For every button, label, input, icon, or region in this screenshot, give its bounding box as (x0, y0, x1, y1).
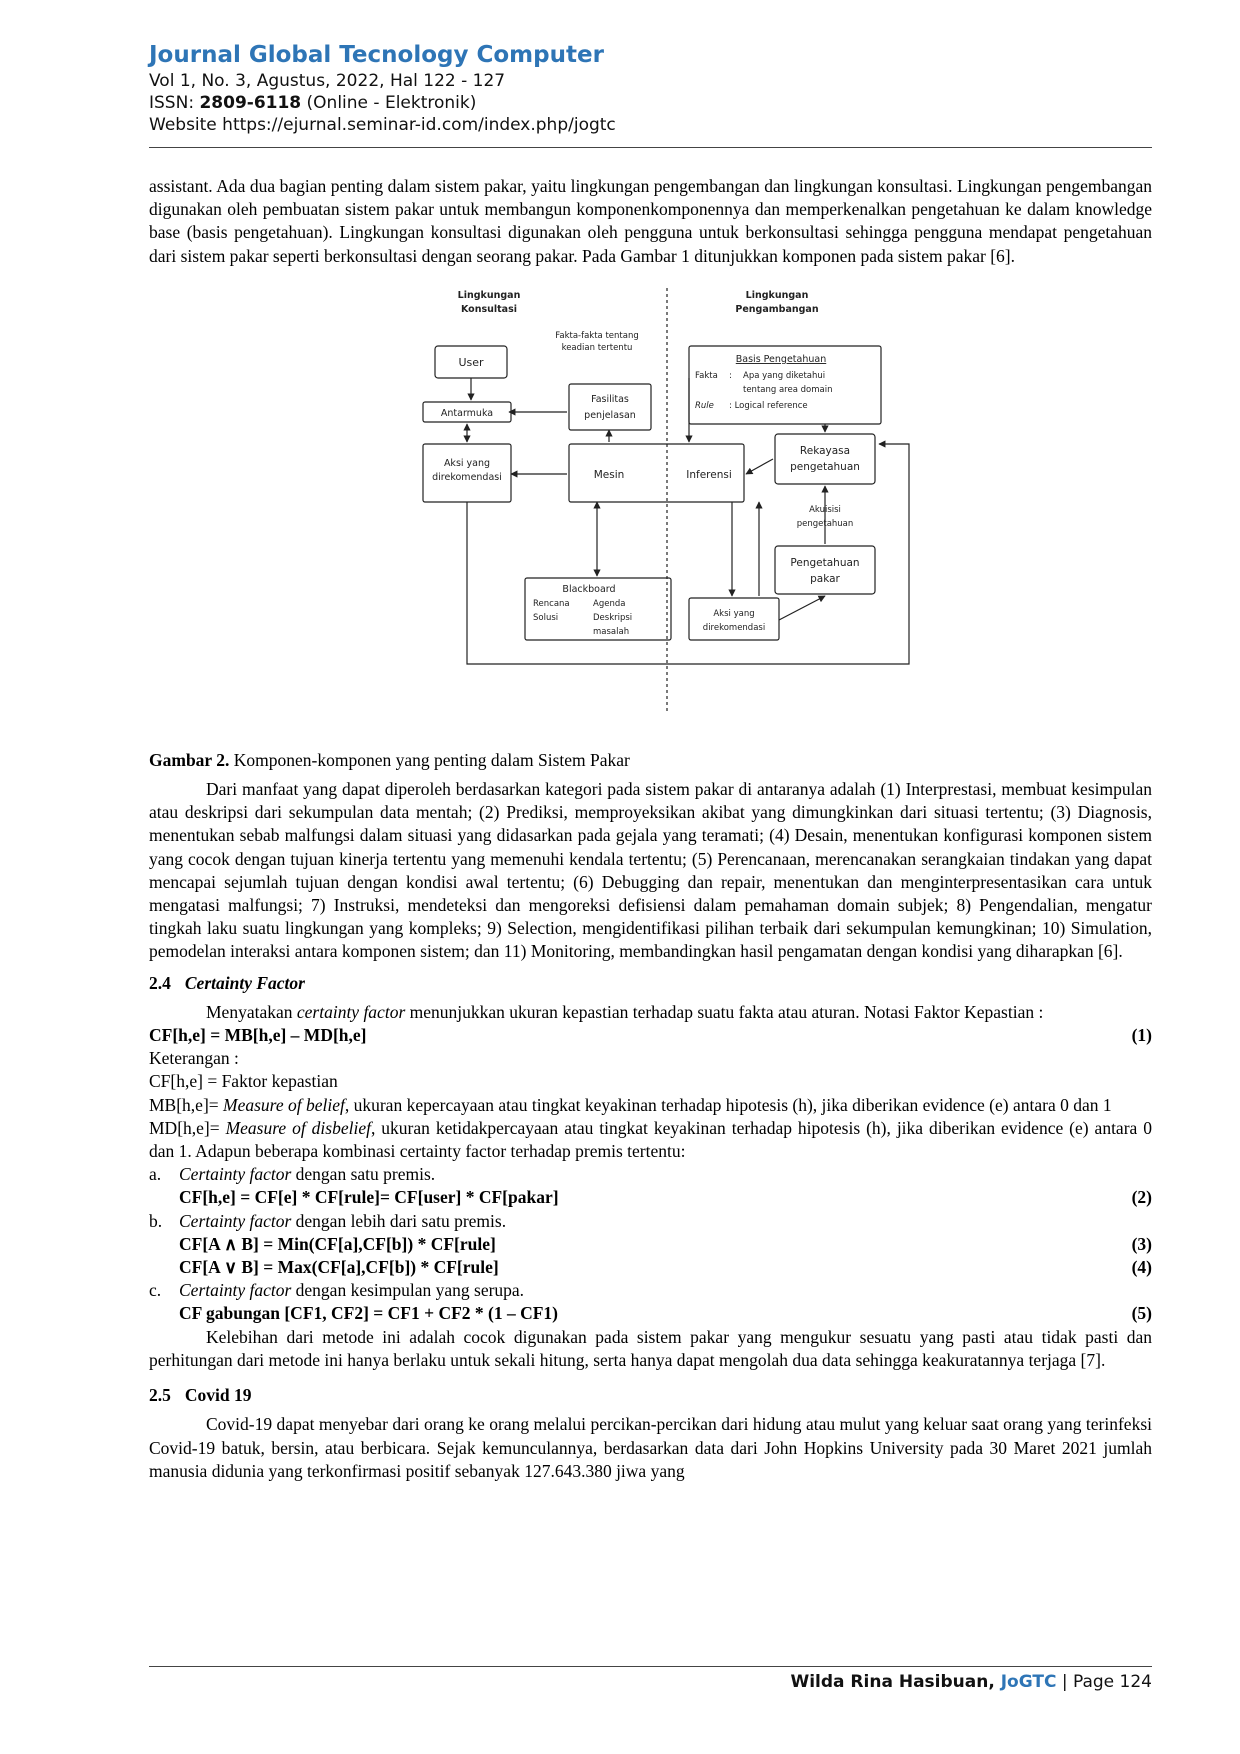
cf-definition: CF[h,e] = Faktor kepastian (149, 1071, 338, 1092)
label-pengetahuan: Pengetahuan (790, 556, 860, 569)
aksi2-box (689, 598, 779, 640)
journal-issn: ISSN: 2809-6118 (Online - Elektronik) (149, 93, 477, 113)
label-rule-t: : Logical reference (729, 400, 808, 411)
label-penjelasan: penjelasan (584, 409, 636, 421)
rekayasa-box (775, 434, 875, 484)
label-aksi2b: direkomendasi (702, 622, 766, 633)
page-footer: Wilda Rina Hasibuan, JoGTC | Page 124 (790, 1672, 1152, 1692)
label-aksi1b: direkomendasi (432, 471, 502, 483)
paragraph-manfaat: Dari manfaat yang dapat diperoleh berdasarkan kategori pada sistem pakar di antaranya adalah (1) Interprestasi, membuat kesimpulan atau deskripsi dari sekumpulan data mentah; (2) Prediksi, memproyeksikan akibat yang dimungkinkan dari situasi tertentu; (3) Diagnosis, menentukan sebab malfungsi dalam situasi yang didasarkan pada gejala yang teramati; (4) Desain, menentukan konfigurasi komponen sistem yang cocok dengan tujuan kinerja tertentu yang memenuhi kendala tertentu; (5) Perencanaan, merencanakan serangkaian tindakan yang dapat mencapai sejumlah tujuan dengan kondisi awal tertentu; (6) Debugging dan repair, menentukan dan menginterpresentasikan cara untuk mengatasi malfungsi; 7) Instruksi, mendeteksi dan mengoreksi defisiensi dalam pemahaman domain subjek; 8) Pengendalian, mengatur tingkah laku suatu lingkungan yang kompleks; 9) Selection, mengidentifikasi pilihan terbaik dari sekumpulan kemungkinan; 10) Simulation, pemodelan interaksi antara komponen sistem; dan 11) Monitoring, membandingkan hasil pengamatan dengan kondisi yang diharapkan [6]. (149, 779, 1152, 962)
equation-1: CF[h,e] = MB[h,e] – MD[h,e] (1) (149, 1025, 1152, 1046)
label-fakta-t2: tentang area domain (743, 384, 833, 395)
label-rekayasa: Rekayasa (799, 444, 851, 457)
label-konsultasi: Konsultasi (460, 303, 518, 315)
paragraph-kelebihan: Kelebihan dari metode ini adalah cocok digunakan pada sistem pakar yang mengukur sesuatu yang pasti atau tidak pasti dan perhitungan dari metode ini hanya berlaku untuk sekali hitung, serta hanya dapat mengolah dua data sehingga keakuratannya terjaga [7]. (149, 1326, 1152, 1370)
label-pengambangan: Pengambangan (735, 303, 819, 315)
label-rekayasa-2: pengetahuan (790, 460, 860, 473)
label-user: User (458, 355, 484, 369)
fasilitas-box (569, 384, 651, 430)
journal-header (149, 40, 616, 136)
equation-5: CF gabungan [CF1, CF2] = CF1 + CF2 * (1 – CF1) (5) (179, 1303, 1152, 1324)
paragraph-covid: Covid-19 dapat menyebar dari orang ke orang melalui percikan-percikan dari hidung atau mulut yang keluar saat orang yang terinfeksi Covid-19 batuk, bersin, atau berbicara. Sejak kemunculannya, berdasarkan data dari John Hopkins University pada 30 Maret 2021 jumlah manusia didunia yang terkonfirmasi positif sebanyak 127.643.380 jiwa yang (149, 1414, 1152, 1481)
label-lingkungan: Lingkungan (457, 289, 521, 301)
list-item: b. Certainty factor dengan lebih dari satu premis. (149, 1210, 507, 1231)
label-solusi: Solusi (533, 612, 559, 623)
list-item: a. Certainty factor dengan satu premis. (149, 1164, 436, 1185)
label-antarmuka: Antarmuka (440, 407, 494, 419)
label-rule: Rule (695, 400, 714, 411)
label-basis: Basis Pengetahuan (735, 353, 827, 365)
pakar-box (775, 546, 875, 594)
label-akuisisi: Akuisisi (809, 504, 841, 515)
journal-website: Website https://ejurnal.seminar-id.com/index.php/jogtc (149, 115, 616, 135)
figure-caption: Gambar 2. Komponen-komponen yang penting dalam Sistem Pakar (149, 749, 630, 770)
figure-expert-system-components (149, 284, 1152, 749)
label-inferensi: Inferensi (686, 468, 732, 481)
list-item: c. Certainty factor dengan kesimpulan yang serupa. (149, 1280, 525, 1301)
keterangan: Keterangan : (149, 1048, 239, 1069)
equation-3: CF[A ∧ B] = Min(CF[a],CF[b]) * CF[rule] (3) (179, 1233, 1152, 1254)
section-2-4-heading: 2.4 Certainty Factor (149, 972, 305, 993)
mb-definition: MB[h,e]= Measure of belief, ukuran kepercayaan atau tingkat keyakinan terhadap hipotesis (h), jika diberikan evidence (e) antara 0 dan 1 (149, 1094, 1112, 1115)
label-fasilitas: Fasilitas (591, 393, 629, 405)
section-2-5-heading: 2.5 Covid 19 (149, 1385, 252, 1406)
paragraph-intro: assistant. Ada dua bagian penting dalam sistem pakar, yaitu lingkungan pengembangan dan lingkungan konsultasi. Lingkungan pengembangan digunakan oleh pembuatan sistem pakar untuk membangun komponenkomponennya dan memperkenalkan pengetahuan ke dalam knowledge base (basis pengetahuan). Lingkungan konsultasi digunakan oleh pengguna untuk berkonsultasi sehingga pengguna mendapat pengetahuan dari sistem pakar seperti berkonsultasi dengan seorang pakar. Pada Gambar 1 ditunjukkan komponen pada sistem pakar [6]. (149, 176, 1152, 266)
label-fakta: Fakta (695, 370, 718, 381)
label-fakta-t1: Apa yang diketahui (743, 370, 826, 381)
label-masalah: masalah (593, 626, 630, 637)
label-fakta2: keadian tertentu (561, 342, 633, 353)
equation-4: CF[A ∨ B] = Max(CF[a],CF[b]) * CF[rule] (4) (179, 1257, 1152, 1278)
label-pakar: pakar (810, 572, 840, 585)
journal-title: Journal Global Tecnology Computer (149, 42, 604, 68)
label-fakta-colon: : (729, 370, 732, 381)
md-definition: MD[h,e]= Measure of disbelief, ukuran ketidakpercayaan atau tingkat keyakinan terhadap hipotesis (h), jika diberikan evidence (e) antara 0 dan 1. Adapun beberapa kombinasi certainty factor terhadap premis tertentu: (149, 1117, 1152, 1162)
header-divider (149, 147, 1152, 148)
label-deskripsi: Deskripsi (593, 612, 633, 623)
diagram (149, 284, 1152, 749)
label-agenda: Agenda (593, 598, 626, 609)
label-aksi2a: Aksi yang (713, 608, 755, 619)
label-rencana: Rencana (533, 598, 570, 609)
label-lingkungan-2: Lingkungan (745, 289, 809, 301)
footer-divider (149, 1666, 1152, 1667)
label-blackboard: Blackboard (562, 583, 616, 595)
label-fakta1: Fakta-fakta tentang (555, 330, 639, 341)
equation-2: CF[h,e] = CF[e] * CF[rule]= CF[user] * CF[pakar] (2) (179, 1187, 1152, 1208)
label-akuisisi-2: pengetahuan (796, 518, 854, 529)
label-mesin: Mesin (593, 468, 625, 481)
journal-volume: Vol 1, No. 3, Agustus, 2022, Hal 122 - 127 (149, 71, 506, 91)
label-aksi1a: Aksi yang (443, 457, 491, 469)
page-body (149, 175, 1152, 1483)
paragraph-cf-intro: Menyatakan certainty factor menunjukkan ukuran kepastian terhadap suatu fakta atau aturan. Notasi Faktor Kepastian : (206, 1001, 1044, 1022)
